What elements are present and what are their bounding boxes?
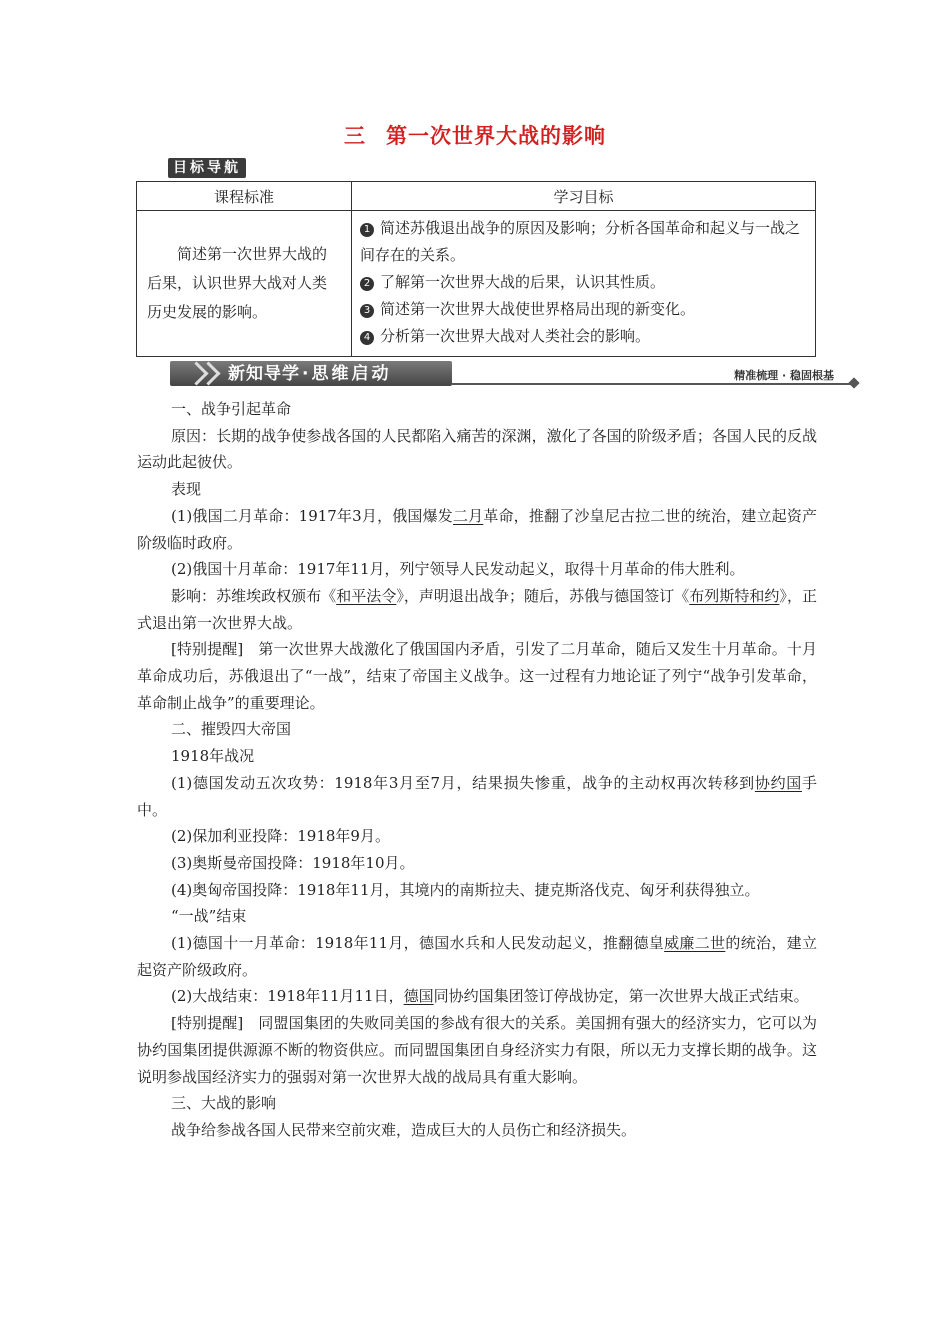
objective-text: 了解第一次世界大战的后果，认识其性质。: [380, 273, 666, 291]
curriculum-standard-text: 简述第一次世界大战的后果，认识世界大战对人类历史发展的影响。: [147, 245, 328, 321]
paragraph: (1)德国十一月革命：1918年11月，德国水兵和人民发动起义，推翻德皇威廉二世的统治，建立起资产阶级政府。: [137, 934, 817, 979]
page-title: [0, 120, 950, 150]
section-heading: 一、战争引起革命: [171, 400, 292, 418]
curriculum-standard-cell: [137, 211, 352, 357]
banner-title-right: 思维启动: [311, 364, 392, 384]
section-tag-goal-navigation: 目标导航: [168, 158, 246, 178]
header-curriculum-standard: 课程标准: [137, 182, 352, 211]
goals-table-body-row: [137, 211, 816, 357]
section-banner: [170, 360, 862, 388]
goals-table: [136, 181, 816, 357]
sub-label: 1918年战况: [171, 747, 255, 766]
objective-item: [360, 323, 809, 350]
lesson-number: 三: [344, 124, 366, 148]
banner-separator: ·: [302, 364, 310, 384]
objective-text: 分析第一次世界大战对人类社会的影响。: [380, 327, 651, 345]
objective-text: 简述第一次世界大战使世界格局出现的新变化。: [380, 300, 696, 318]
key-term: 协约国: [754, 773, 802, 792]
number-badge-icon: 3: [360, 304, 374, 318]
paragraph: 战争给参战各国人民带来空前灾难，造成巨大的人员伤亡和经济损失。: [171, 1120, 637, 1139]
sub-label: 表现: [171, 480, 202, 499]
paragraph: (2)俄国十月革命：1917年11月，列宁领导人民发动起义，取得十月革命的伟大胜利。: [171, 560, 745, 579]
diamond-icon: [848, 377, 859, 388]
sub-label: “一战”结束: [171, 907, 247, 926]
banner-divider: [452, 383, 856, 385]
key-term: 威廉二世: [664, 934, 726, 953]
key-term: 和平法令: [336, 586, 397, 605]
paragraph: (1)俄国二月革命：1917年3月，俄国爆发二月革命，推翻了沙皇尼古拉二世的统治，建立起资产阶级临时政府。: [137, 506, 817, 552]
key-term: 德国: [403, 987, 434, 1006]
objective-item: [360, 269, 809, 296]
banner-title-left: 新知导学: [228, 364, 300, 384]
paragraph: (2)大战结束：1918年11月11日，德国同协约国集团签订停战协定，第一次世界大战正式结束。: [171, 987, 809, 1006]
number-badge-icon: 4: [360, 331, 374, 345]
section-heading: 三、大战的影响: [171, 1094, 277, 1113]
banner-title: [228, 364, 391, 384]
learning-objectives-cell: [352, 211, 816, 357]
paragraph: (2)保加利亚投降：1918年9月。: [171, 827, 390, 846]
key-term: 二月: [452, 506, 484, 525]
lesson-title: 第一次世界大战的影响: [386, 124, 606, 148]
paragraph: (4)奥匈帝国投降：1918年11月，其境内的南斯拉夫、捷克斯洛伐克、匈牙利获得独立。: [171, 880, 760, 899]
paragraph: (1)德国发动五次攻势：1918年3月至7月，结果损失惨重，战争的主动权再次转移到协约国手中。: [137, 773, 817, 819]
key-term: 布列斯特和约: [689, 586, 780, 605]
number-badge-icon: 2: [360, 277, 374, 291]
banner-note: 精准梳理 · 稳固根基: [734, 369, 834, 382]
header-learning-objectives: 学习目标: [352, 182, 816, 211]
objective-item: [360, 215, 809, 269]
section-heading: 二、摧毁四大帝国: [171, 720, 292, 739]
main-content: [137, 396, 817, 1144]
special-note: [特别提醒] 第一次世界大战激化了俄国国内矛盾，引发了二月革命，随后又发生十月革命。十月革命成功后，苏俄退出了“一战”，结束了帝国主义战争。这一过程有力地论证了列宁“战争引发革命，革命制止战争”的重要理论。: [137, 640, 817, 712]
banner-bar: [170, 361, 452, 386]
special-note: [特别提醒] 同盟国集团的失败同美国的参战有很大的关系。美国拥有强大的经济实力，它可以为协约国集团提供源源不断的物资供应。而同盟国集团自身经济实力有限，所以无力支撑长期的战争。这说明参战国经济实力的强弱对第一次世界大战的战局具有重大影响。: [137, 1014, 817, 1086]
number-badge-icon: 1: [360, 223, 374, 237]
objective-item: [360, 296, 809, 323]
paragraph: 影响：苏维埃政权颁布《和平法令》，声明退出战争；随后，苏俄与德国签订《布列斯特和约》，正式退出第一次世界大战。: [137, 586, 817, 632]
objective-text: 简述苏俄退出战争的原因及影响；分析各国革命和起义与一战之间存在的关系。: [360, 219, 801, 264]
goals-table-header-row: [137, 182, 816, 211]
paragraph: 原因：长期的战争使参战各国的人民都陷入痛苦的深渊，激化了各国的阶级矛盾；各国人民的反战运动此起彼伏。: [137, 426, 817, 472]
paragraph: (3)奥斯曼帝国投降：1918年10月。: [171, 853, 415, 872]
